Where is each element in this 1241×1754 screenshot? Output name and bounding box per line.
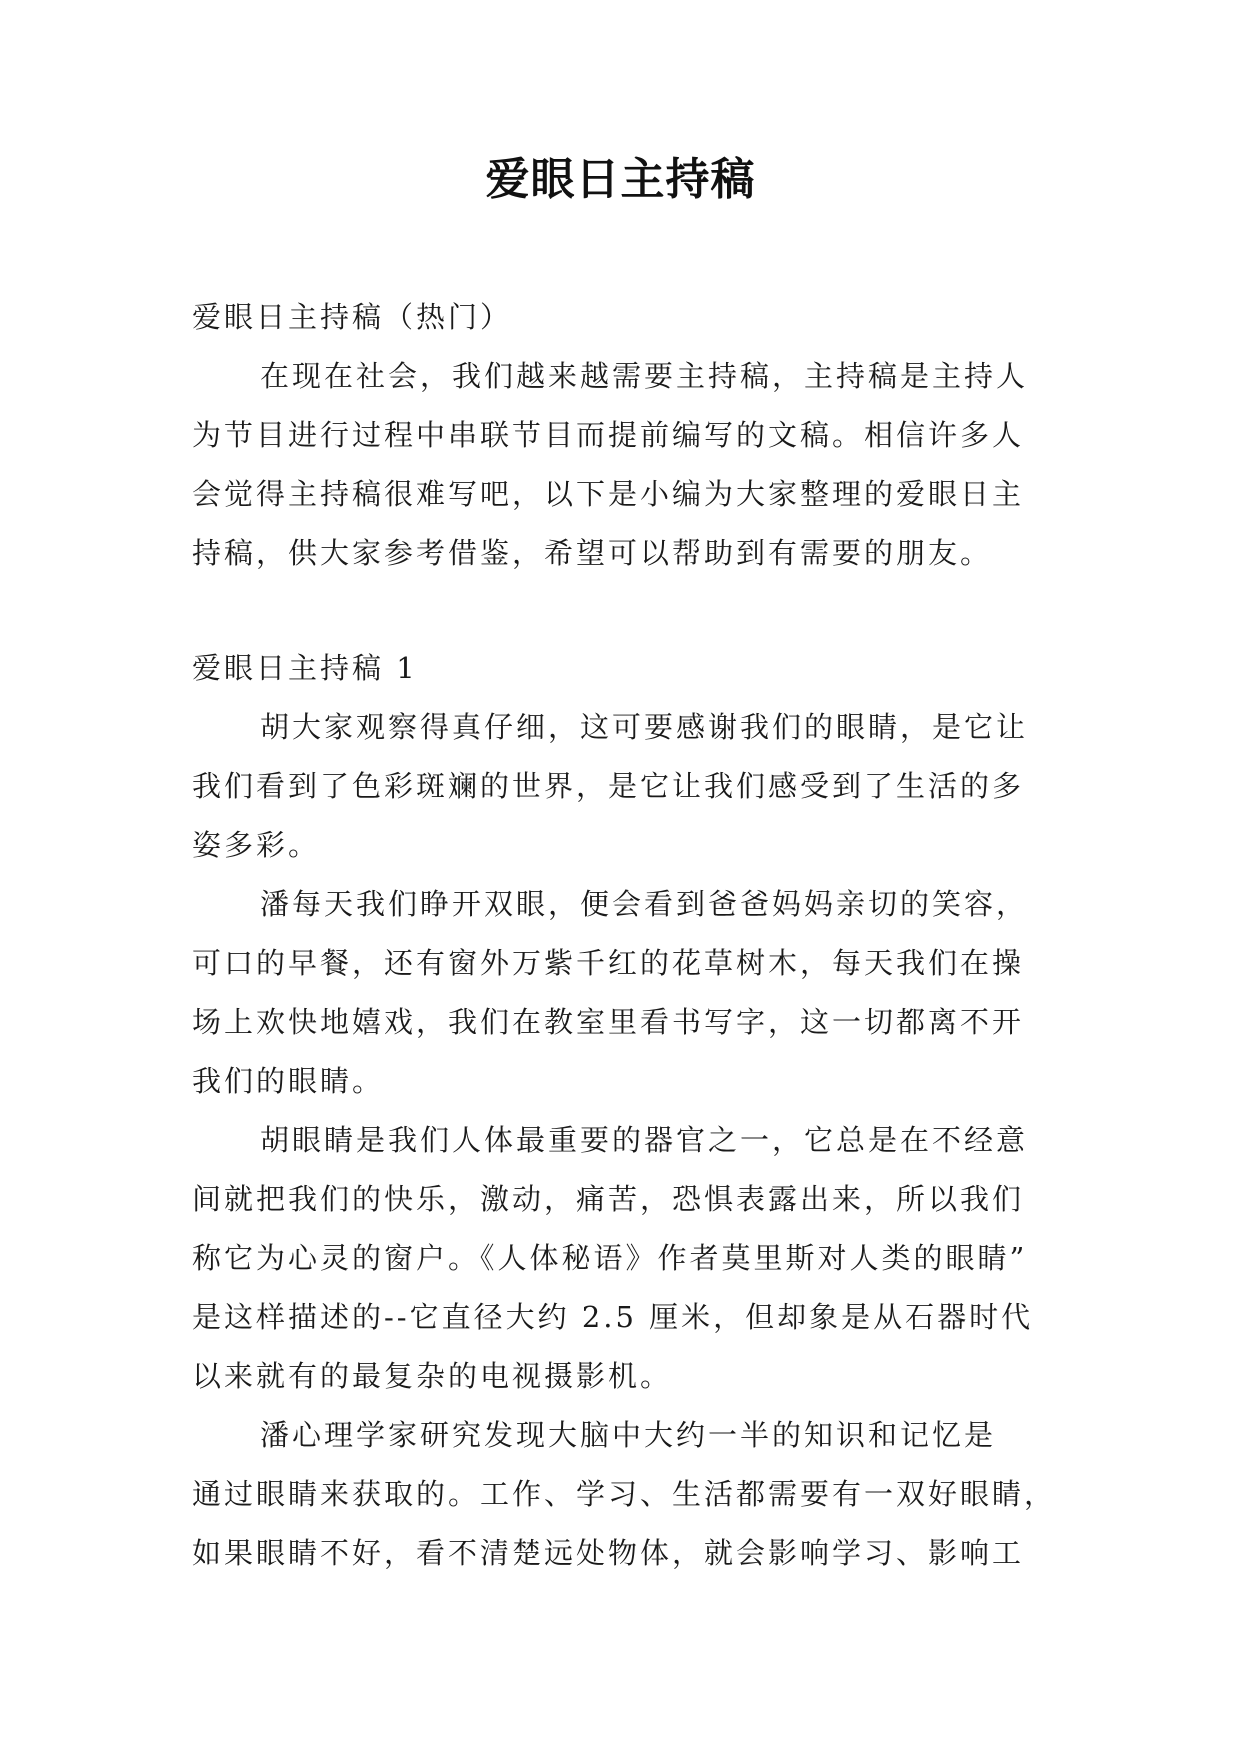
paragraph-2 xyxy=(192,875,1052,1111)
text-line: 是这样描述的--它直径大约 2.5 厘米，但却象是从石器时代 xyxy=(192,1300,1034,1334)
paragraph-1 xyxy=(192,698,1052,875)
text-line: 可口的早餐，还有窗外万紫千红的花草树木，每天我们在操 xyxy=(192,946,1025,980)
text-line: 场上欢快地嬉戏，我们在教室里看书写字，这一切都离不开 xyxy=(192,1005,1025,1039)
paragraph-4 xyxy=(192,1406,1057,1583)
text-line: 我们看到了色彩斑斓的世界，是它让我们感受到了生活的多 xyxy=(192,769,1025,803)
text-line: 以来就有的最复杂的电视摄影机。 xyxy=(192,1359,673,1393)
text-line: 胡眼睛是我们人体最重要的器官之一，它总是在不经意 xyxy=(260,1123,1029,1157)
text-line: 会觉得主持稿很难写吧，以下是小编为大家整理的爱眼日主 xyxy=(192,477,1025,511)
text-line: 我们的眼睛。 xyxy=(192,1064,385,1098)
text-line: 为节目进行过程中串联节目而提前编写的文稿。相信许多人 xyxy=(192,418,1025,452)
text-line: 在现在社会，我们越来越需要主持稿，主持稿是主持人 xyxy=(260,359,1029,393)
text-line: 间就把我们的快乐，激动，痛苦，恐惧表露出来，所以我们 xyxy=(192,1182,1025,1216)
section-spacer xyxy=(192,583,1052,639)
paragraph-3 xyxy=(192,1111,1052,1406)
text-line: 潘每天我们睁开双眼，便会看到爸爸妈妈亲切的笑容， xyxy=(260,887,1029,921)
intro-paragraph xyxy=(192,347,1052,583)
document-body xyxy=(192,288,1057,1583)
document-title: 爱眼日主持稿 xyxy=(485,154,756,205)
section-heading: 爱眼日主持稿 1 xyxy=(192,651,418,685)
text-line: 胡大家观察得真仔细，这可要感谢我们的眼睛，是它让 xyxy=(260,710,1029,744)
text-line: 如果眼睛不好，看不清楚远处物体，就会影响学习、影响工 xyxy=(192,1536,1025,1570)
text-line: 称它为心灵的窗户。《人体秘语》作者莫里斯对人类的眼睛” xyxy=(192,1241,1028,1275)
text-line: 潘心理学家研究发现大脑中大约一半的知识和记忆是 xyxy=(260,1418,997,1452)
subtitle: 爱眼日主持稿（热门） xyxy=(192,300,513,334)
text-line: 通过眼睛来获取的。工作、学习、生活都需要有一双好眼睛， xyxy=(192,1477,1057,1511)
text-line: 姿多彩。 xyxy=(192,828,321,862)
text-line: 持稿，供大家参考借鉴，希望可以帮助到有需要的朋友。 xyxy=(192,536,993,570)
